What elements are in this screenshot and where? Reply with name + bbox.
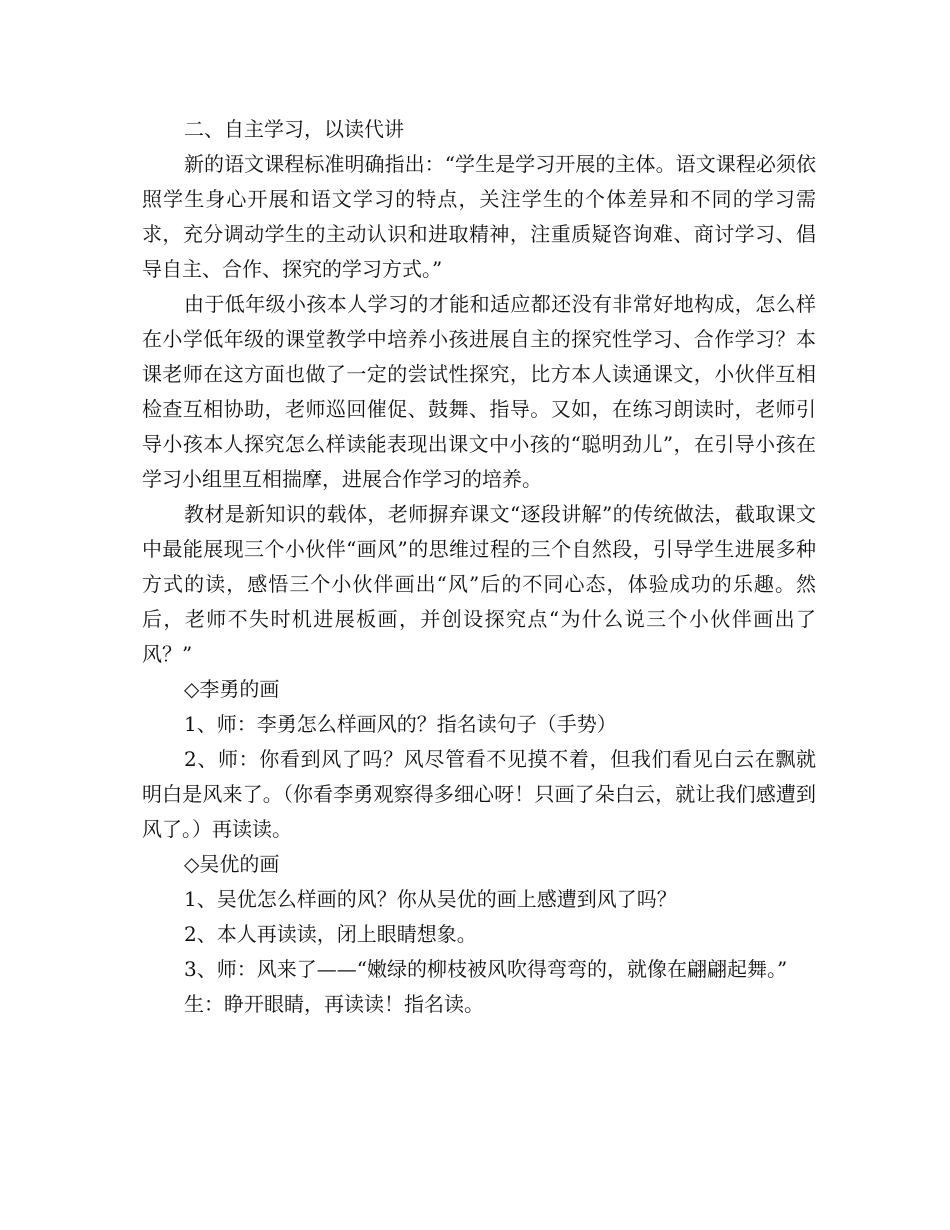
subheading-wu-you: ◇吴优的画 [184, 852, 280, 876]
list-item-wu-you-1: 1、吴优怎么样画的风？你从吴优的画上感遭到风了吗？ [184, 887, 677, 911]
section-heading: 二、自主学习，以读代讲 [184, 117, 404, 141]
list-item-wu-you-3: 3、师：风来了——“嫩绿的柳枝被风吹得弯弯的，就像在翩翩起舞。” [184, 957, 788, 981]
subheading-li-yong: ◇李勇的画 [184, 677, 280, 701]
list-item-wu-you-2: 2、本人再读读，闭上眼睛想象。 [184, 922, 477, 946]
student-response: 生：睁开眼睛，再读读！指名读。 [184, 992, 484, 1016]
paragraph-curriculum-standard: 新的语文课程标准明确指出：“学生是学习开展的主体。语文课程必须依照学生身心开展和语文学习的特点，关注学生的个体差异和不同的学习需求，充分调动学生的主动认识和进取精神，注重质疑咨询难、商讨学习、倡导自主、合作、探究的学习方式。” [142, 152, 816, 281]
document-page [142, 112, 816, 1022]
list-item-li-yong-1: 1、师：李勇怎么样画风的？指名读句子（手势） [184, 712, 617, 736]
paragraph-low-grade-learning: 由于低年级小孩本人学习的才能和适应都还没有非常好地构成，怎么样在小学低年级的课堂教学中培养小孩进展自主的探究性学习、合作学习？本课老师在这方面也做了一定的尝试性探究，比方本人读通课文，小伙伴互相检查互相协助，老师巡回催促、鼓舞、指导。又如，在练习朗读时，老师引导小孩本人探究怎么样读能表现出课文中小孩的“聪明劲儿”，在引导小孩在学习小组里互相揣摩，进展合作学习的培养。 [142, 292, 816, 491]
list-item-li-yong-2: 2、师：你看到风了吗？风尽管看不见摸不着，但我们看见白云在飘就明白是风来了。（你看李勇观察得多细心呀！只画了朵白云，就让我们感遭到风了。）再读读。 [142, 747, 816, 841]
paragraph-teaching-material: 教材是新知识的载体，老师摒弃课文“逐段讲解”的传统做法，截取课文中最能展现三个小伙伴“画风”的思维过程的三个自然段，引导学生进展多种方式的读，感悟三个小伙伴画出“风”后的不同心态，体验成功的乐趣。然后，老师不失时机进展板画，并创设探究点“为什么说三个小伙伴画出了风？” [142, 502, 816, 666]
